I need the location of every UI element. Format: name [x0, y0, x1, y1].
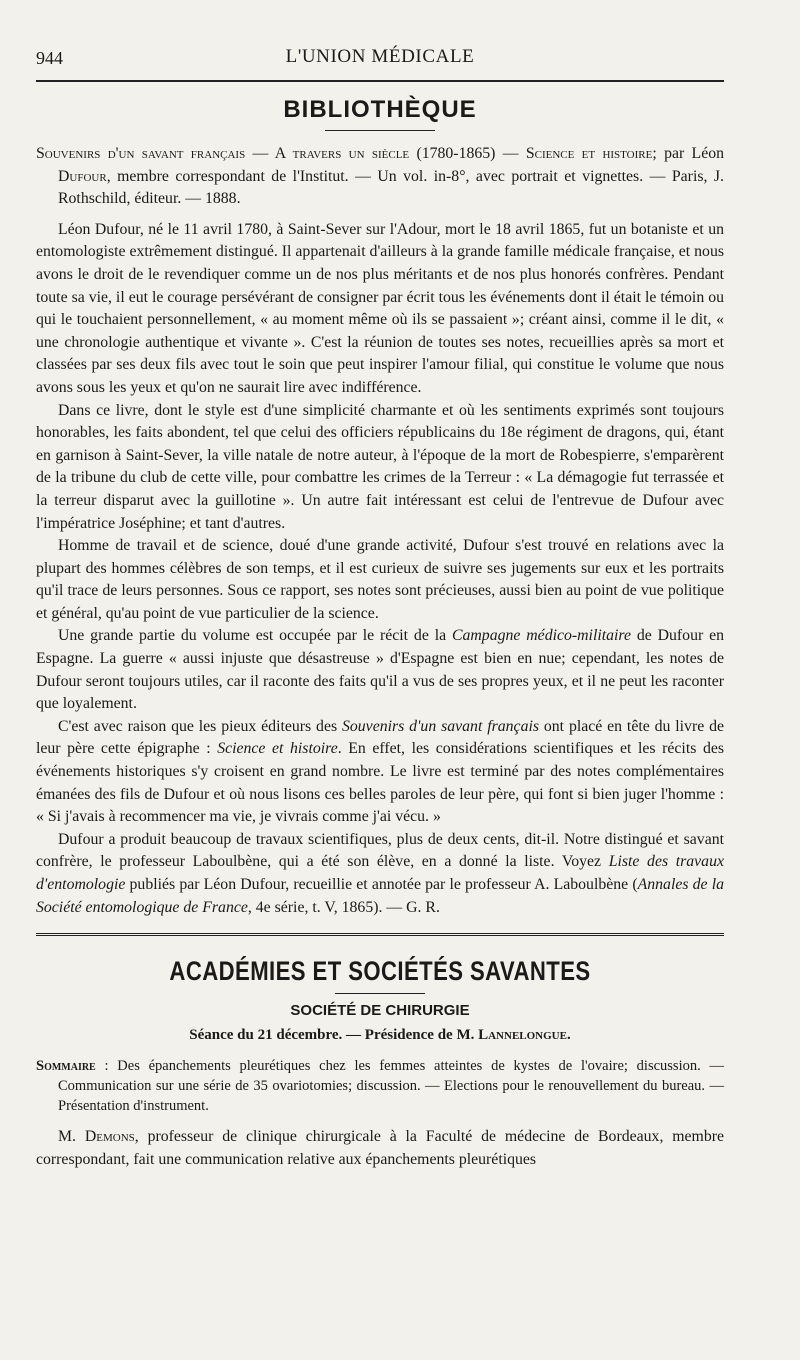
final-name: Demons — [84, 1128, 135, 1146]
paragraph-1: Léon Dufour, né le 11 avril 1780, à Saint-Sever sur l'Adour, mort le 18 avril 1865, fut un botaniste et un entomologiste extrêmement distingué. Il appartenait d'ailleurs à la grande famille médicale française, et nous avons le droit de le revendiquer comme un de nos plus méritants et de nos plus honorés confrères. Pendant toute sa vie, il eut le courage persévérant de consigner par écrit tous les événements dont il était le témoin ou qui le touchaient personnellement, « au moment même où ils se passaient »; créant ainsi, comme il le dit, « une chronologie authentique et vivante ». C'est la réunion de toutes ses notes, recueillies après sa mort et classées par ses deux fils avec tout le soin que peut inspirer l'amour filial, qui constitue le volume que nous avons sous les yeux et qu'on ne saurait lire avec indifférence. — [36, 220, 724, 396]
citation-by: ; par Léon — [652, 145, 725, 162]
section-title-bibliotheque: BIBLIOTHÈQUE — [283, 96, 477, 123]
spacer — [36, 211, 724, 219]
seance-text-a: Séance du 21 décembre. — Présidence de M. — [189, 1027, 479, 1044]
sommaire-label: Sommaire — [36, 1058, 96, 1075]
paragraph-4 — [36, 625, 724, 715]
final-paragraph — [36, 1126, 724, 1171]
citation-subtitle: Science et histoire — [525, 145, 653, 162]
citation-rest: , membre correspondant de l'Institut. — Un vol. in-8°, avec portrait et vignettes. — Paris, J. Rothschild, éditeur. — 1888. — [58, 167, 724, 208]
p5-italic-2: Science et histoire — [217, 740, 338, 758]
p5-text-c: . En effet, les considérations scientifiques et les récits des événements historiques s'y croisent en grand nombre. Le livre est terminé par des notes complémentaires émanées des fils de Dufour et où nous lisons ces belles paroles de leur père, qui font si bien juger l'homme : « Si j'avais à recommencer ma vie, je vivrais comme j'ai vécu. » — [36, 740, 725, 826]
section-divider — [36, 933, 724, 936]
citation-period: — A travers un siècle (1780-1865) — — [245, 145, 526, 162]
p6-italic-1: Liste des travaux d'entomologie — [36, 853, 724, 893]
p4-italic: Campagne médico-militaire — [451, 627, 631, 645]
header-rule — [36, 80, 724, 82]
sommaire-text: : Des épanchements pleurétiques chez les femmes atteintes de kystes de l'ovaire; discussion. — Communication sur une série de 35 ovariotomies; discussion. — Elections pour le renouvellement du bureau. — Présentation d'instrument. — [58, 1058, 724, 1115]
president-name: Lannelongue — [478, 1027, 567, 1044]
page-number: 944 — [36, 48, 63, 68]
paragraph-6 — [36, 829, 724, 919]
final-text-a: M. — [58, 1128, 85, 1146]
p5-text-b: ont placé en tête du livre de leur père cette épigraphe : — [36, 717, 725, 758]
society-name: SOCIÉTÉ DE CHIRURGIE — [290, 1002, 470, 1020]
paragraph-5 — [36, 716, 724, 829]
p6-text-c: , 4e série, t. V, 1865). — G. R. — [247, 898, 440, 916]
final-text-b: , professeur de clinique chirurgicale à la Faculté de médecine de Bordeaux, membre correspondant, fait une communication relative aux épanchements pleurétiques — [36, 1128, 724, 1168]
academies-rule — [335, 993, 425, 994]
p6-text-b: publiés par Léon Dufour, recueillie et annotée par le professeur A. Laboulbène ( — [125, 876, 638, 893]
seance-text-b: . — [566, 1027, 571, 1044]
seance-line — [36, 1027, 724, 1044]
p6-italic-2: Annales de la Société entomologique de France — [36, 876, 724, 916]
citation-author: Dufour — [58, 167, 107, 185]
sommaire-block — [36, 1056, 724, 1116]
title-rule — [325, 130, 435, 131]
citation-work: Souvenirs d'un savant français — [36, 145, 246, 162]
book-citation — [36, 143, 724, 211]
p5-italic-1: Souvenirs d'un savant français — [341, 717, 540, 735]
running-header — [36, 38, 724, 72]
paragraph-2: Dans ce livre, dont le style est d'une simplicité charmante et où les sentiments exprimés sont toujours honorables, les faits abondent, tel que celui des officiers républicains du 18e régiment de dragons, qui, étant en garnison à Saint-Sever, la ville natale de notre auteur, à l'époque de la mort de Robespierre, s'emparèrent de la tribune du club de cette ville, pour combattre les crimes de la Terreur : « La démagogie fut terrassée et la terreur disparut avec la guillotine ». Un autre fait intéressant est celui de l'entrevue de Dufour avec l'impératrice Joséphine; et tant d'autres. — [36, 401, 724, 532]
sommaire — [36, 1056, 724, 1116]
p4-text-a: Une grande partie du volume est occupée par le récit de la — [58, 627, 452, 645]
p4-text-b: de Dufour en Espagne. La guerre « aussi injuste que désastreuse » d'Espagne est bien en nue; cependant, les notes de Dufour seront toujours utiles, car il raconte des faits qu'il a vus de ses propres yeux, et il ne peut les raconter que loyalement. — [36, 627, 725, 713]
p6-text-a: Dufour a produit beaucoup de travaux scientifiques, plus de deux cents, dit-il. Notre distingué et savant confrère, le professeur Laboulbène, qui a été son élève, en a donné la liste. Voyez — [36, 830, 724, 871]
paragraph-3: Homme de travail et de science, doué d'une grande activité, Dufour s'est trouvé en relations avec la plupart des hommes célèbres de son temps, et il est curieux de suivre ses jugements sur eux et les portraits qu'il trace de leurs personnes. Sous ce rapport, ses notes sont précieuses, aussi bien au point de vue politique et général, qu'au point de vue particulier de la science. — [36, 537, 724, 622]
p5-text-a: C'est avec raison que les pieux éditeurs des — [58, 717, 342, 735]
running-title: L'UNION MÉDICALE — [285, 46, 475, 67]
section-title-academies: ACADÉMIES ET SOCIÉTÉS SAVANTES — [169, 956, 591, 987]
